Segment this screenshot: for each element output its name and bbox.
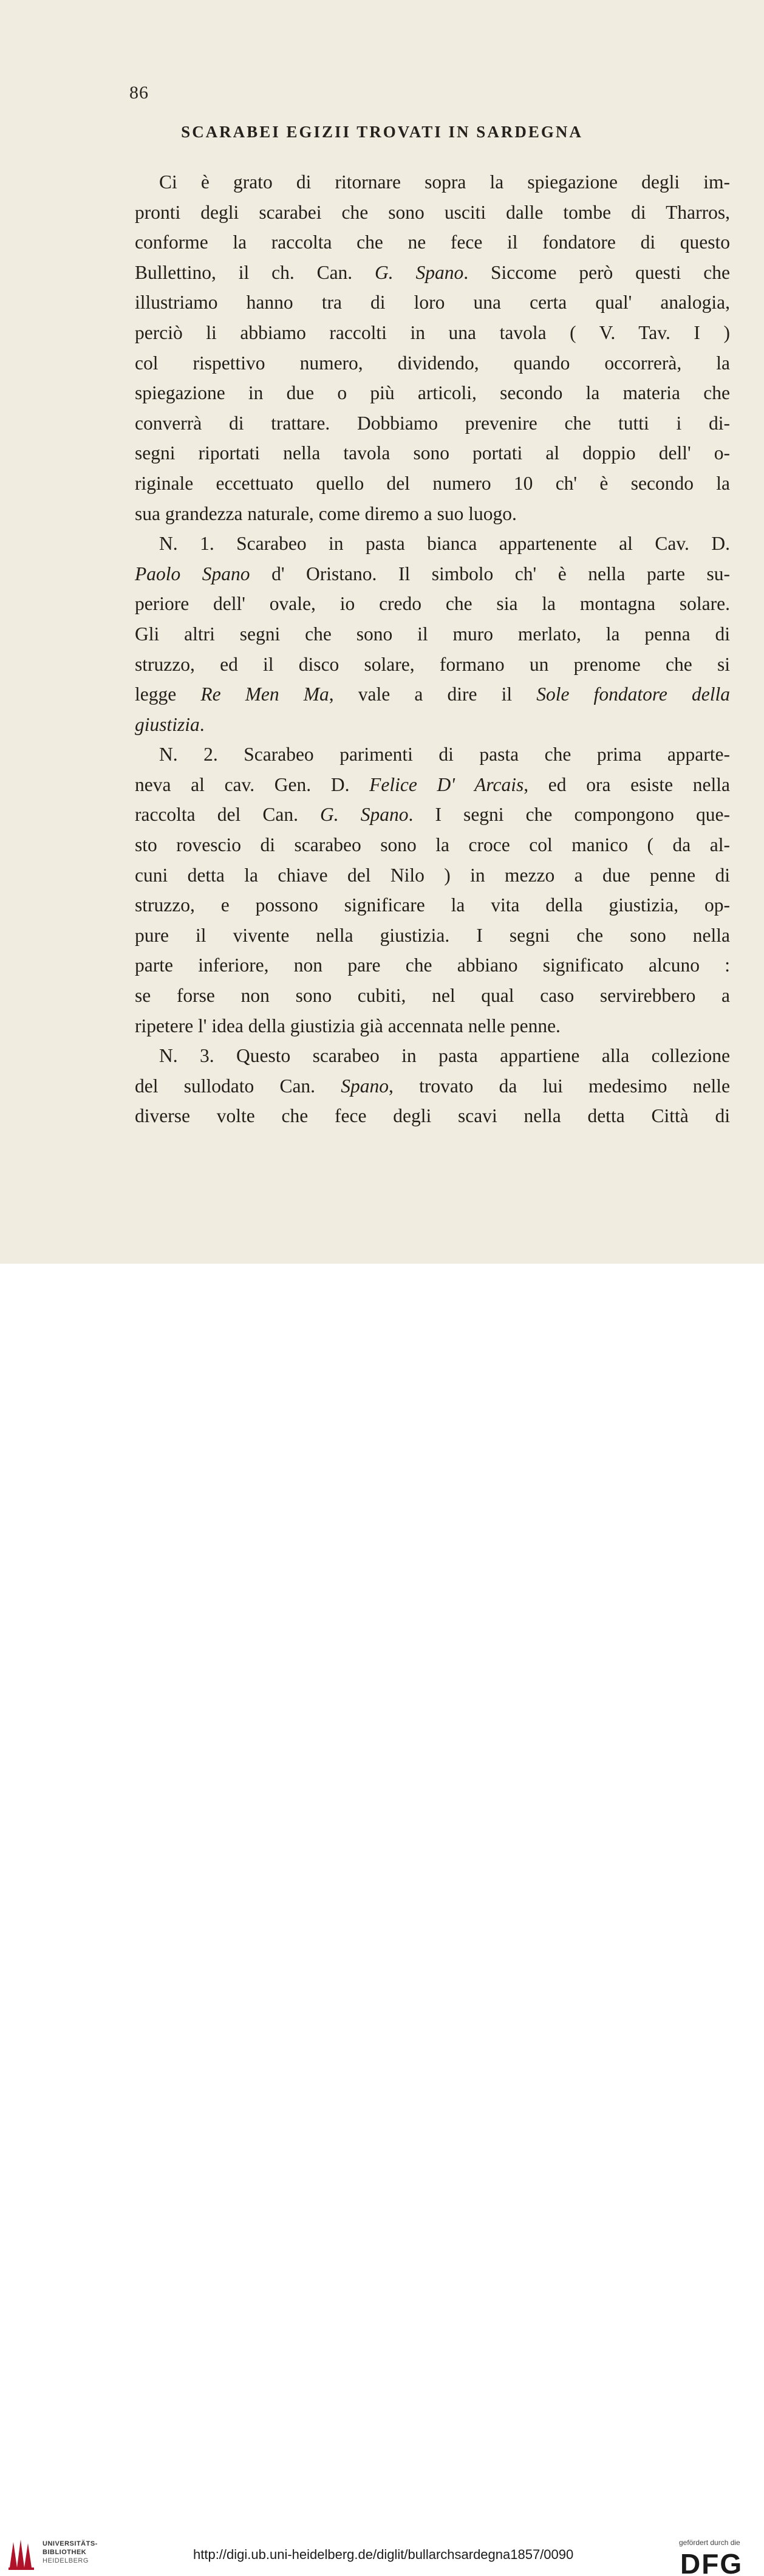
library-name-line: HEIDELBERG [43,2557,89,2564]
dfg-logo-icon [680,2548,753,2576]
text-line: struzzo, ed il disco solare, formano un prenome che si [135,653,730,675]
funded-by-label: gefördert durch die [679,2538,740,2547]
library-name-line: BIBLIOTHEK [43,2549,87,2556]
text-line: parte inferiore, non pare che abbiano significato alcuno : [135,954,730,976]
text-line: ripetere l' idea della giustizia già accennata nelle penne. [135,1015,561,1036]
text-line: giustizia. [135,713,205,735]
text-line: se forse non sono cubiti, nel qual caso servirebbero a [135,985,730,1007]
running-head: SCARABEI EGIZII TROVATI IN SARDEGNA [181,123,583,141]
text-line: pronti degli scarabei che sono usciti dalle tombe di Tharros, [135,201,730,223]
text-line: N. 2. Scarabeo parimenti di pasta che prima apparte- [159,744,730,766]
text-line: Paolo Spano d' Oristano. Il simbolo ch' è nella parte su- [135,563,731,584]
svg-text:DFG: DFG [680,2548,743,2576]
text-line: sto rovescio di scarabeo sono la croce col manico ( da al- [135,834,730,856]
footer-bar [0,1264,764,2576]
text-line: Bullettino, il ch. Can. G. Spano. Siccome però questi che [135,261,730,283]
text-line: conforme la raccolta che ne fece il fondatore di questo [135,231,730,253]
text-line: periore dell' ovale, io credo che sia la montagna solare. [135,593,730,615]
text-line: raccolta del Can. G. Spano. I segni che compongono que- [135,804,730,826]
text-line: Ci è grato di ritornare sopra la spiegazione degli im- [159,171,730,193]
text-line: col rispettivo numero, dividendo, quando occorrerà, la [135,352,730,374]
text-line: illustriamo hanno tra di loro una certa qual' analogia, [135,292,730,313]
text-line: N. 1. Scarabeo in pasta bianca appartenente al Cav. D. [159,533,730,555]
page-number: 86 [129,83,149,103]
text-line: del sullodato Can. Spano, trovato da lui medesimo nelle [135,1075,730,1097]
text-line: neva al cav. Gen. D. Felice D' Arcais, ed ora esiste nella [135,773,730,795]
text-line: segni riportati nella tavola sono portati al doppio dell' o- [135,442,730,464]
text-line: legge Re Men Ma, vale a dire il Sole fondatore della [135,683,730,705]
text-line: perciò li abbiamo raccolti in una tavola ( V. Tav. I ) [135,321,730,343]
text-line: diverse volte che fece degli scavi nella detta Città di [135,1105,730,1127]
text-line: N. 3. Questo scarabeo in pasta appartiene alla collezione [159,1045,730,1067]
text-line: struzzo, e possono significare la vita della giustizia, op- [135,894,730,916]
text-line: pure il vivente nella giustizia. I segni che sono nella [135,924,730,946]
text-line: cuni detta la chiave del Nilo ) in mezzo a due penne di [135,864,730,886]
text-line: riginale eccettuato quello del numero 10 ch' è secondo la [135,472,730,494]
library-name-line: UNIVERSITÄTS- [43,2540,98,2547]
text-line: Gli altri segni che sono il muro merlato, la penna di [135,623,730,645]
body-text [135,167,730,1131]
text-line: sua grandezza naturale, come diremo a suo luogo. [135,502,517,524]
text-line: converrà di trattare. Dobbiamo prevenire che tutti i di- [135,412,730,434]
scanned-page [0,0,764,1264]
university-library-logo-icon [7,2537,35,2571]
text-line: spiegazione in due o più articoli, secondo la materia che [135,382,730,404]
library-name [43,2540,98,2565]
permalink-url[interactable]: http://digi.ub.uni-heidelberg.de/diglit/bullarchsardegna1857/0090 [193,2547,574,2562]
